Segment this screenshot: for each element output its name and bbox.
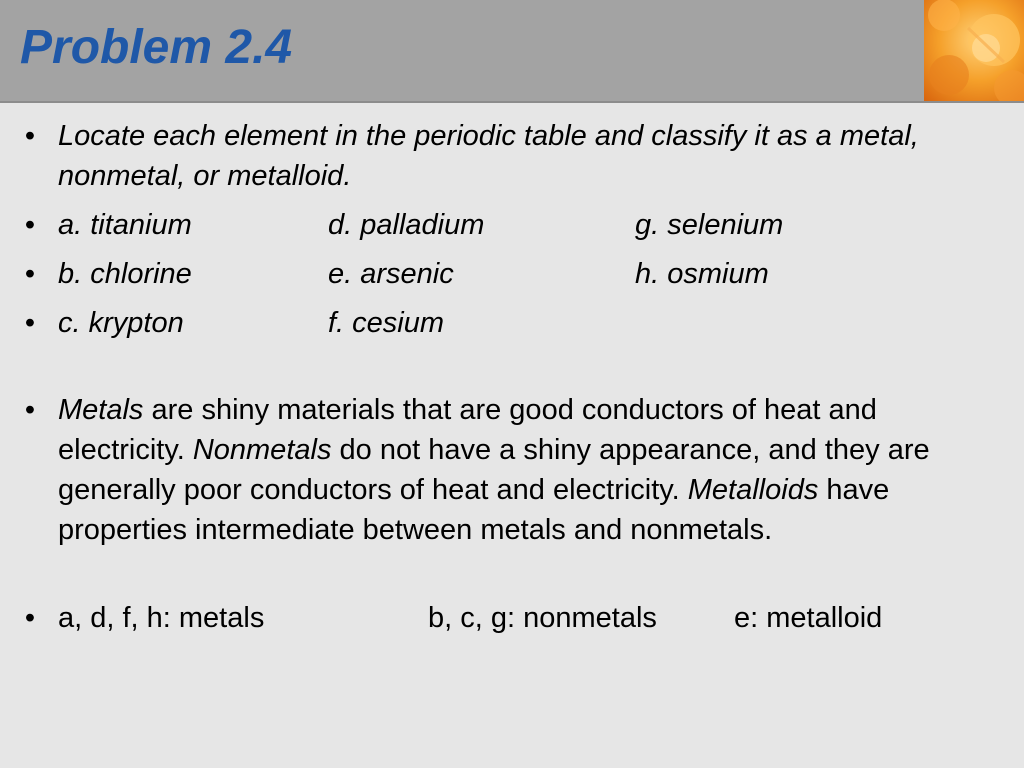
- bullet-elements-row-2: [20, 254, 1010, 294]
- element-item: b. chlorine: [58, 258, 192, 290]
- bullet-answer: [20, 598, 1010, 638]
- spacer: [20, 343, 1010, 381]
- bullet-marker: •: [24, 602, 36, 634]
- bullet-marker: •: [24, 120, 36, 152]
- slide-body: [20, 116, 1010, 638]
- metals-term: Metals: [58, 394, 144, 426]
- nonmetals-term: Nonmetals: [192, 434, 332, 466]
- element-item: a. titanium: [58, 209, 192, 241]
- metalloids-definition: have properties intermediate between metals and nonmetals.: [58, 474, 890, 546]
- element-item: h. osmium: [635, 258, 769, 290]
- answer-metals: a, d, f, h: metals: [58, 602, 265, 634]
- bullet-marker: •: [24, 258, 36, 290]
- question-text: Locate each element in the periodic table and classify it as a metal, nonmetal, or metalloid.: [58, 120, 919, 192]
- element-item: f. cesium: [328, 307, 445, 339]
- bullet-marker: •: [24, 307, 36, 339]
- bullet-elements-row-1: [20, 205, 1010, 245]
- element-item: d. palladium: [328, 209, 485, 241]
- spacer: [20, 550, 1010, 589]
- element-item: c. krypton: [58, 307, 184, 339]
- slide-title: Problem 2.4: [20, 21, 293, 74]
- element-item: g. selenium: [635, 209, 784, 241]
- bullet-question: [20, 116, 1010, 196]
- answer-nonmetals: b, c, g: nonmetals: [428, 602, 657, 634]
- nonmetals-definition: do not have a shiny appearance, and they are generally poor conductors of heat and electricity.: [58, 434, 930, 506]
- title-divider: [0, 101, 1024, 103]
- bullet-marker: •: [24, 394, 36, 426]
- metals-definition: are shiny materials that are good conductors of heat and electricity.: [58, 394, 877, 466]
- bullet-elements-row-3: [20, 303, 1010, 343]
- metalloids-term: Metalloids: [687, 474, 819, 506]
- bullet-definitions: [20, 390, 1010, 550]
- bullet-marker: •: [24, 209, 36, 241]
- answer-metalloid: e: metalloid: [734, 602, 883, 634]
- element-item: e. arsenic: [328, 258, 454, 290]
- decorative-orange-pills-image: [924, 0, 1024, 101]
